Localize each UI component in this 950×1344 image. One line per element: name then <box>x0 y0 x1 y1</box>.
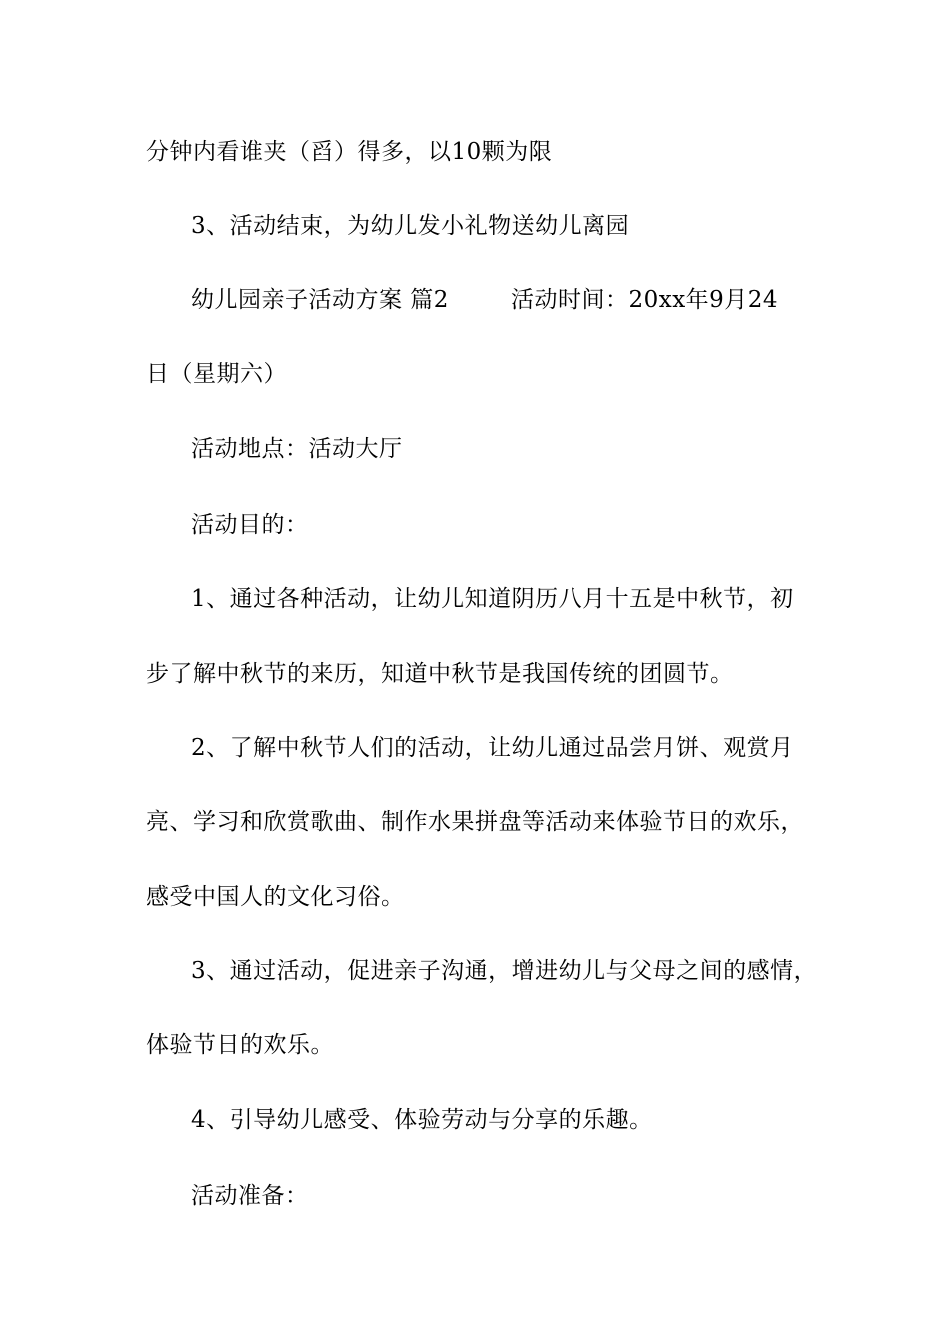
line-text: 活动地点：活动大厅 <box>191 436 403 462</box>
text-line <box>0 434 950 464</box>
text-line <box>0 882 950 912</box>
line-text: 活动目的： <box>191 512 309 538</box>
line-text: 4、引导幼儿感受、体验劳动与分享的乐趣。 <box>191 1107 653 1133</box>
text-line <box>0 807 950 837</box>
line-text: 1、通过各种活动，让幼儿知道阴历八月十五是中秋节，初 <box>191 586 794 612</box>
line-text: 2、了解中秋节人们的活动，让幼儿通过品尝月饼、观赏月 <box>191 735 794 761</box>
text-line <box>0 659 950 689</box>
line-text: 步了解中秋节的来历，知道中秋节是我国传统的团圆节。 <box>146 661 734 687</box>
line-text: 3、活动结束，为幼儿发小礼物送幼儿离园 <box>191 213 630 239</box>
line-text: 活动准备： <box>191 1183 309 1209</box>
line-text: 感受中国人的文化习俗。 <box>146 884 405 910</box>
line-text: 活动时间：20xx年9月24 <box>510 287 779 313</box>
line-text: 体验节日的欢乐。 <box>146 1032 334 1058</box>
line-text: 亮、学习和欣赏歌曲、制作水果拼盘等活动来体验节日的欢乐， <box>146 809 804 835</box>
line-text: 分钟内看谁夹（舀）得多，以10颗为限 <box>146 139 553 165</box>
text-line <box>0 211 950 241</box>
text-line <box>0 1105 950 1135</box>
text-line <box>0 285 950 315</box>
text-line <box>0 137 950 167</box>
line-text: 日（星期六） <box>146 361 287 387</box>
text-line <box>0 733 950 763</box>
text-line <box>0 359 950 389</box>
text-line <box>0 956 950 986</box>
text-line <box>0 1030 950 1060</box>
text-line <box>0 510 950 540</box>
line-text: 3、通过活动，促进亲子沟通，增进幼儿与父母之间的感情， <box>191 958 818 984</box>
text-line <box>0 1181 950 1211</box>
section-heading: 幼儿园亲子活动方案 篇2 <box>191 287 449 313</box>
text-line <box>0 584 950 614</box>
